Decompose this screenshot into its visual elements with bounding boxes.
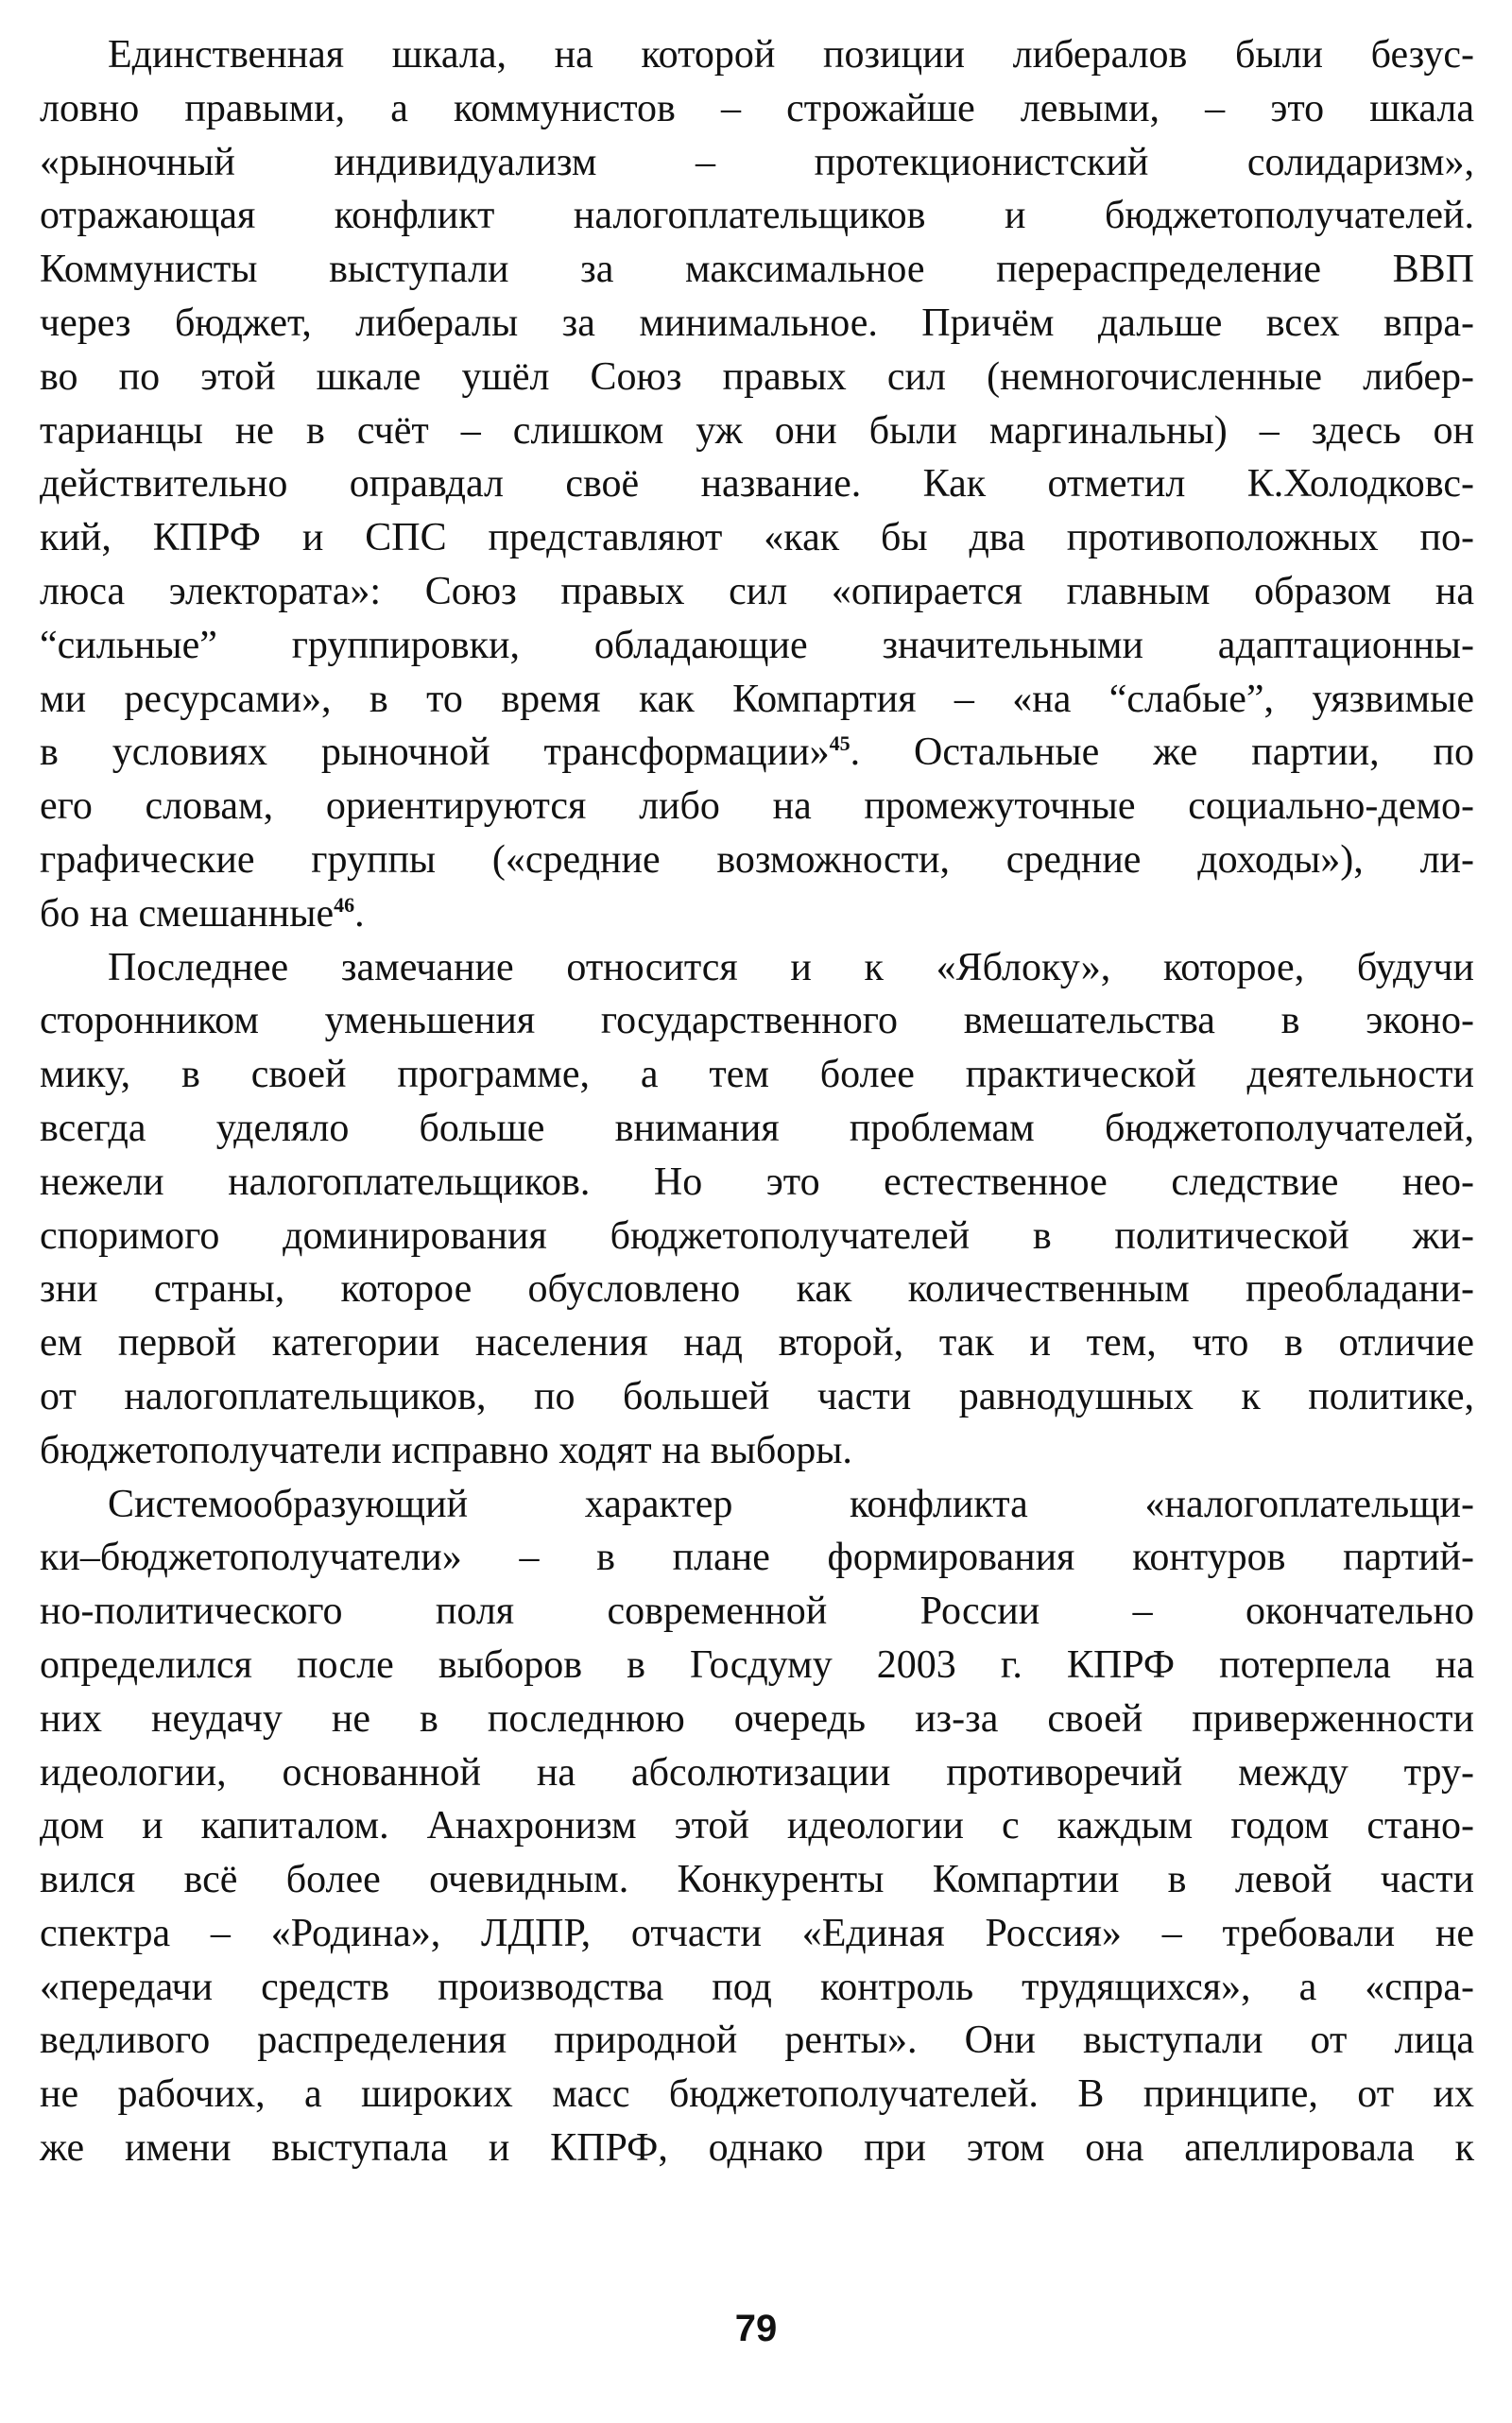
text-line: «рыночный индивидуализм – протекционистский солидаризм», xyxy=(40,140,1474,184)
text-line-with-footnote xyxy=(40,726,1474,780)
text-line: Системообразующий характер конфликта «налогоплательщи- xyxy=(108,1482,1474,1526)
text-line: не рабочих, а широких масс бюджетополучателей. В принципе, от их xyxy=(40,2072,1474,2117)
text-line: ки–бюджетополучатели» – в плане формирования контуров партий- xyxy=(40,1536,1474,1580)
text-line: отражающая конфликт налогоплательщиков и бюджетополучателей. xyxy=(40,194,1474,238)
paragraph-1 xyxy=(40,28,1474,941)
text-line: сторонником уменьшения государственного вмешательства в эконо- xyxy=(40,999,1474,1043)
text-line: вился всё более очевидным. Конкуренты Компартии в левой части xyxy=(40,1858,1474,1902)
text-line: же имени выступала и КПРФ, однако при этом она апеллировала к xyxy=(40,2126,1474,2171)
text-line: Единственная шкала, на которой позиции либералов были безус- xyxy=(108,33,1474,77)
line-text-tail: . Остальные же партии, по xyxy=(850,730,1474,775)
text-line: графические группы («средние возможности, средние доходы»), ли- xyxy=(40,837,1474,882)
text-line: Коммунисты выступали за максимальное перераспределение ВВП xyxy=(40,248,1474,292)
text-line: бюджетополучатели исправно ходят на выборы. xyxy=(40,1428,852,1472)
page-number: 79 xyxy=(734,2308,778,2349)
line-end-period: . xyxy=(354,891,365,936)
text-line: кий, КПРФ и СПС представляют «как бы два противоположных по- xyxy=(40,516,1474,560)
text-line: тарианцы не в счёт – слишком уж они были маргинальны) – здесь он xyxy=(40,408,1474,453)
paragraph-2 xyxy=(40,941,1474,1478)
text-line: нежели налогоплательщиков. Но это естественное следствие нео- xyxy=(40,1160,1474,1204)
text-line: «передачи средств производства под контроль трудящихся», а «спра- xyxy=(40,1965,1474,2009)
line-text: в условиях рыночной трансформации» xyxy=(40,730,830,775)
paragraph-3 xyxy=(40,1478,1474,2175)
text-line: мику, в своей программе, а тем более практической деятельности xyxy=(40,1053,1474,1097)
text-line: во по этой шкале ушёл Союз правых сил (немногочисленные либер- xyxy=(40,354,1474,399)
text-line: определился после выборов в Госдуму 2003 г. КПРФ потерпела на xyxy=(40,1642,1474,1687)
text-line: ми ресурсами», в то время как Компартия – «на “слабые”, уязвимые xyxy=(40,677,1474,721)
footnote-ref-45[interactable]: 45 xyxy=(829,731,850,756)
text-line: всегда уделяло больше внимания проблемам бюджетополучателей, xyxy=(40,1106,1474,1150)
body-text xyxy=(40,28,1474,2175)
text-line: от налогоплательщиков, по большей части равнодушных к политике, xyxy=(40,1374,1474,1418)
text-line: через бюджет, либералы за минимальное. Причём дальше всех впра- xyxy=(40,301,1474,345)
text-line: споримого доминирования бюджетополучателей в политической жи- xyxy=(40,1213,1474,1258)
text-line: дом и капиталом. Анахронизм этой идеологии с каждым годом стано- xyxy=(40,1804,1474,1848)
text-line-with-footnote xyxy=(40,887,1474,941)
text-line: “сильные” группировки, обладающие значительными адаптационны- xyxy=(40,623,1474,667)
text-line: спектра – «Родина», ЛДПР, отчасти «Единая Россия» – требовали не xyxy=(40,1911,1474,1955)
text-line: его словам, ориентируются либо на промежуточные социально-демо- xyxy=(40,784,1474,829)
text-line: ведливого распределения природной ренты». Они выступали от лица xyxy=(40,2019,1474,2063)
line-text: бо на смешанные xyxy=(40,891,335,936)
text-line: ловно правыми, а коммунистов – строжайше левыми, – это шкала xyxy=(40,86,1474,130)
text-line: люса электората»: Союз правых сил «опирается главным образом на xyxy=(40,569,1474,613)
text-line: зни страны, которое обусловлено как количественным преобладани- xyxy=(40,1267,1474,1312)
text-line: ем первой категории населения над второй, так и тем, что в отличие xyxy=(40,1321,1474,1366)
text-line: но-политического поля современной России – окончательно xyxy=(40,1590,1474,1634)
text-line: идеологии, основанной на абсолютизации противоречий между тру- xyxy=(40,1750,1474,1795)
footnote-ref-46[interactable]: 46 xyxy=(334,892,355,917)
text-line: Последнее замечание относится и к «Яблоку», которое, будучи xyxy=(108,945,1474,989)
text-line: них неудачу не в последнюю очередь из-за своей приверженности xyxy=(40,1696,1474,1741)
text-line: действительно оправдал своё название. Как отметил К.Холодковс- xyxy=(40,462,1474,507)
